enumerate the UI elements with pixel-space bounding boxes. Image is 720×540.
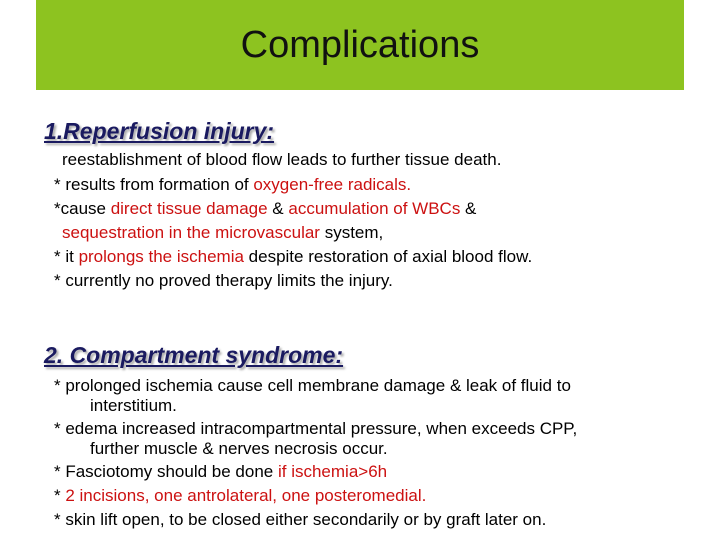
highlight-text: sequestration in the microvascular	[62, 223, 320, 242]
text: * skin lift open, to be closed either secondarily or by graft later on.	[54, 510, 547, 529]
text: reestablishment of blood flow leads to further tissue death.	[62, 150, 502, 169]
compartment-line-3	[54, 462, 387, 482]
text: * results from formation of	[54, 175, 254, 194]
compartment-line-2	[54, 419, 577, 439]
text: further muscle & nerves necrosis occur.	[90, 439, 388, 458]
compartment-line-5	[54, 510, 546, 530]
highlight-text: direct tissue damage	[110, 199, 268, 218]
text: *cause	[54, 199, 111, 218]
highlight-text: if ischemia>6h	[277, 462, 388, 481]
text: * it	[54, 247, 79, 266]
highlight-text: accumulation of WBCs	[288, 199, 461, 218]
highlight-text: 2 incisions, one antrolateral, one posteromedial.	[65, 486, 427, 505]
title-bar	[36, 0, 684, 90]
text: &	[460, 199, 477, 218]
text: &	[267, 199, 289, 218]
section-heading-reperfusion: 1.Reperfusion injury:	[44, 118, 275, 144]
reperfusion-line-5	[54, 247, 532, 267]
highlight-text: prolongs the ischemia	[78, 247, 244, 266]
text: despite restoration of axial blood flow.	[243, 247, 533, 266]
text: *	[54, 486, 66, 505]
text: system,	[319, 223, 384, 242]
reperfusion-line-1	[62, 150, 501, 170]
text: * Fasciotomy should be done	[54, 462, 278, 481]
compartment-line-1-cont	[90, 396, 177, 416]
highlight-text: oxygen-free radicals.	[253, 175, 412, 194]
compartment-line-1	[54, 376, 571, 396]
section-heading-compartment: 2. Compartment syndrome:	[44, 342, 344, 368]
compartment-line-2-cont	[90, 439, 388, 459]
slide-title: Complications	[240, 24, 480, 66]
reperfusion-line-4	[62, 223, 383, 243]
text: * prolonged ischemia cause cell membrane damage & leak of fluid to	[54, 376, 571, 395]
text: * edema increased intracompartmental pressure, when exceeds CPP,	[54, 419, 578, 438]
compartment-line-4	[54, 486, 426, 506]
text: interstitium.	[90, 396, 177, 415]
reperfusion-line-2	[54, 175, 411, 195]
text: * currently no proved therapy limits the injury.	[54, 271, 393, 290]
reperfusion-line-6	[54, 271, 393, 291]
reperfusion-line-3	[54, 199, 476, 219]
